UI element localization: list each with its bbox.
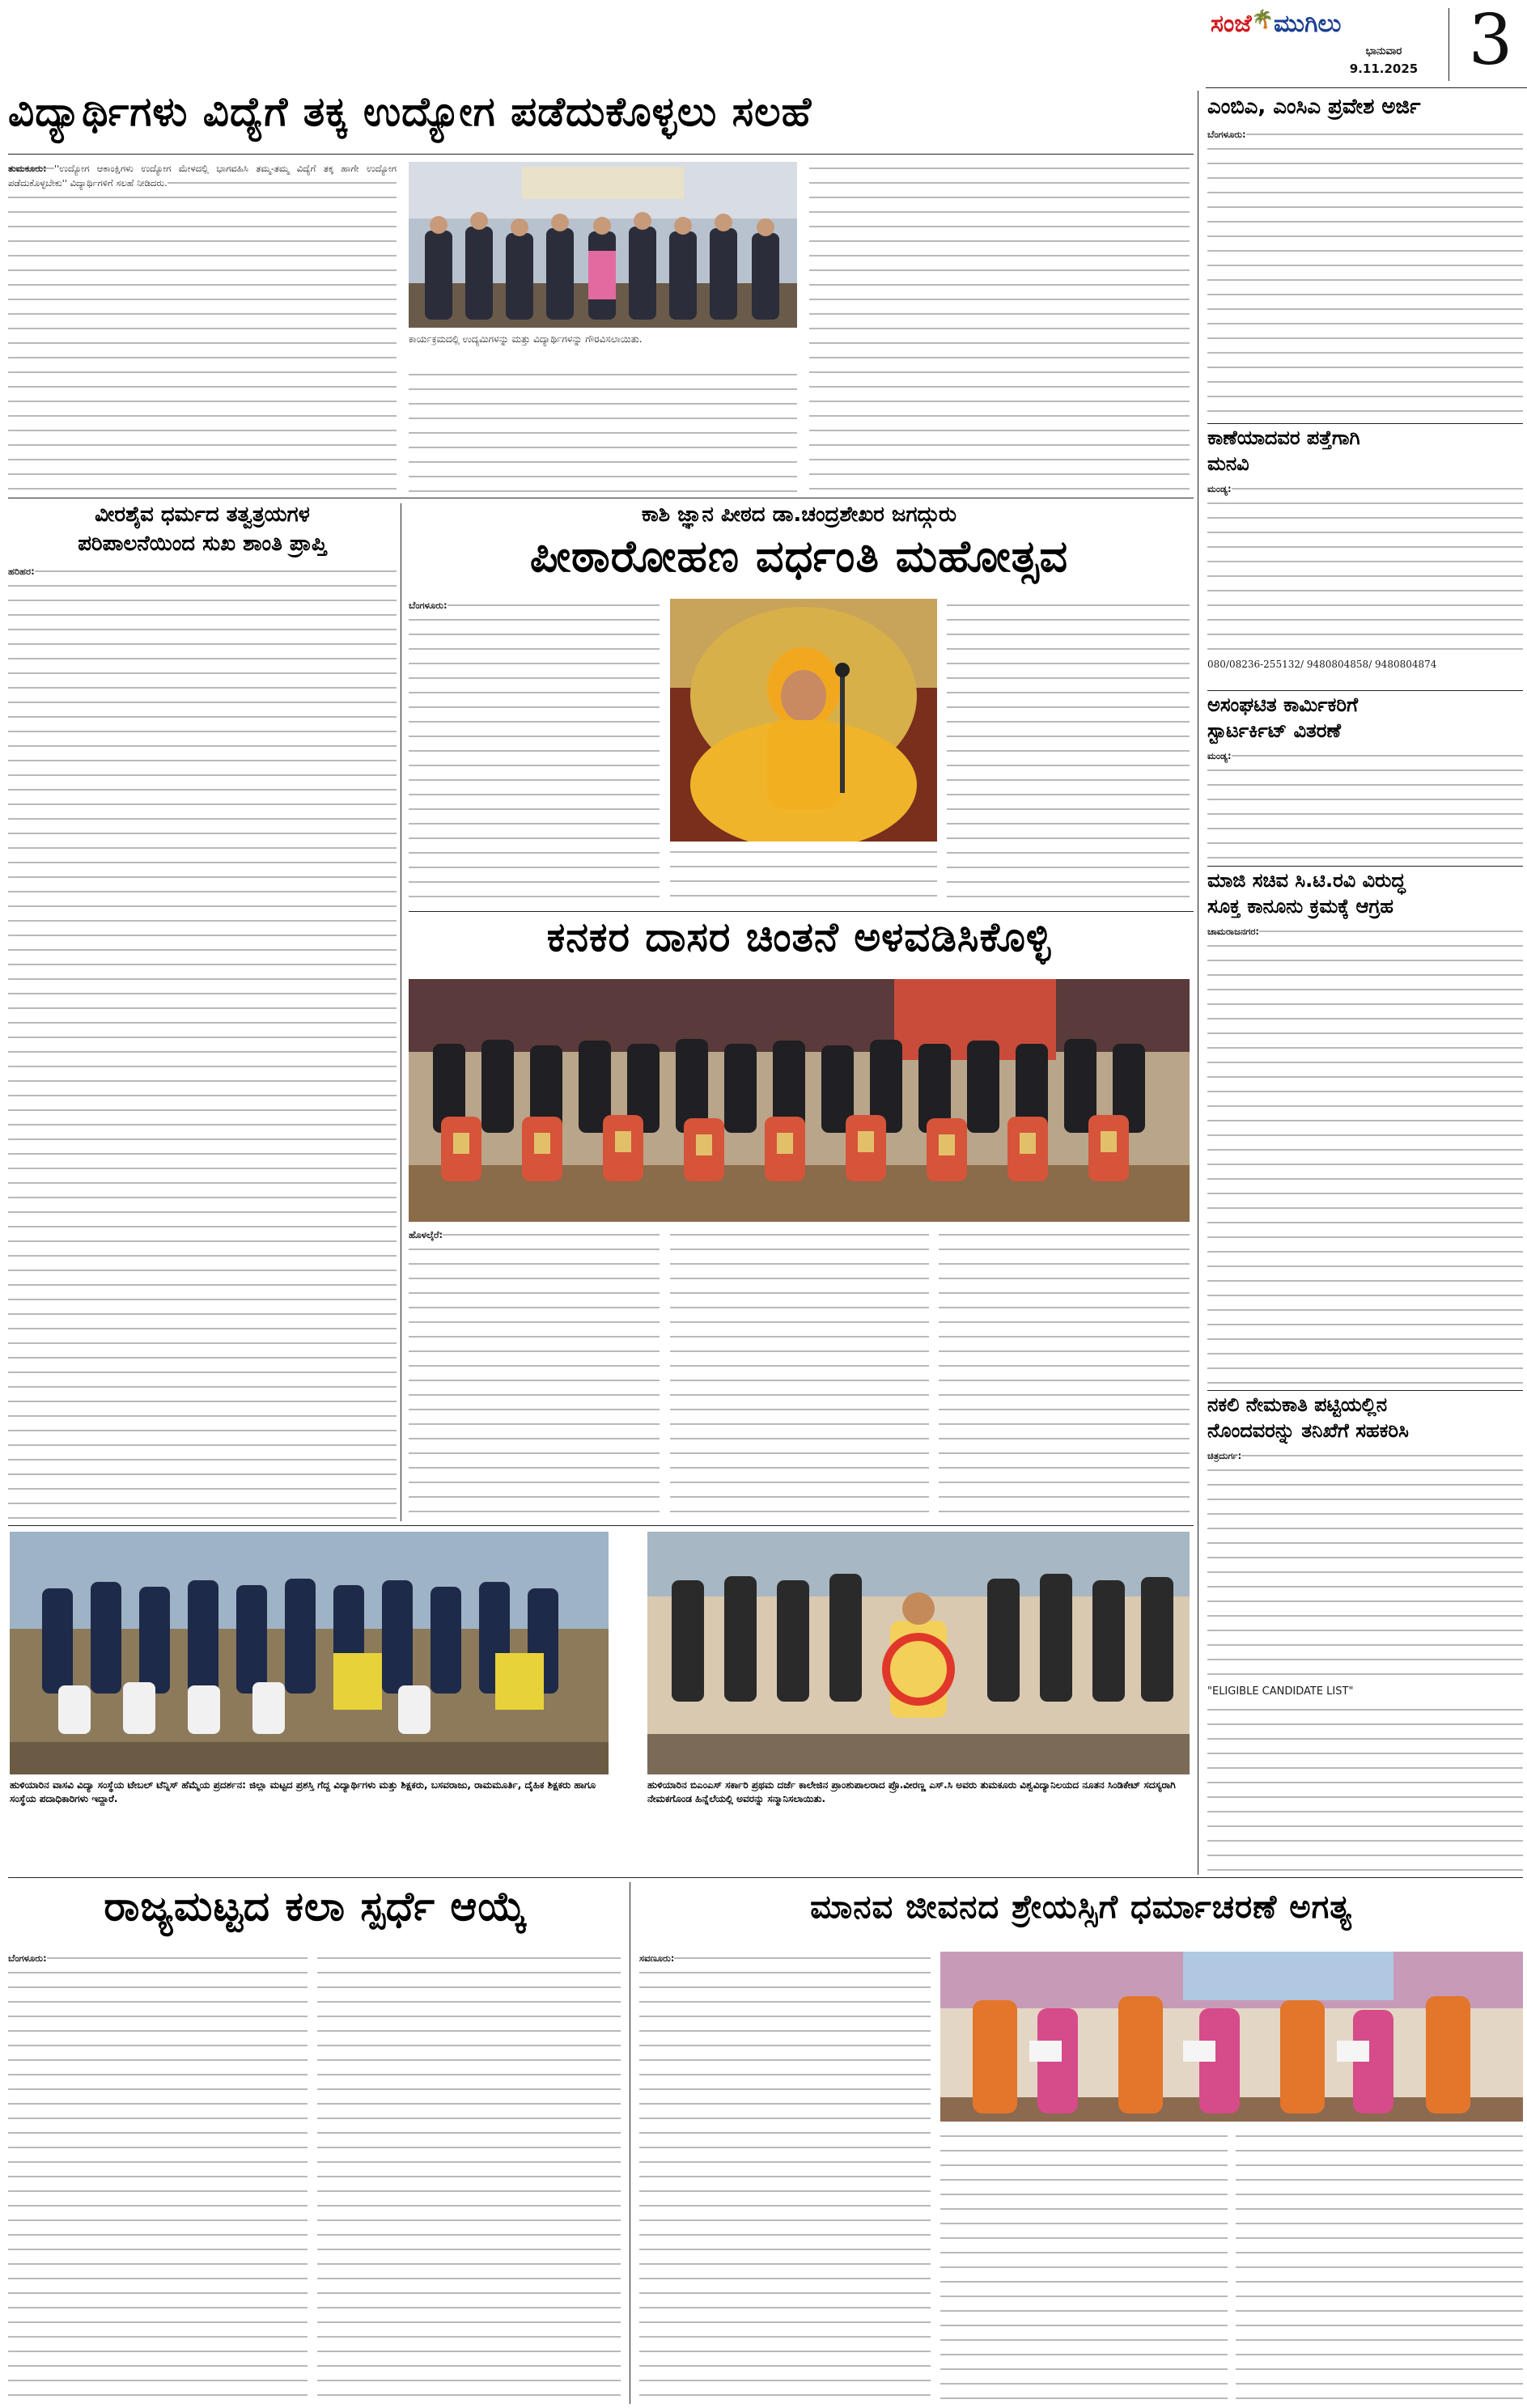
students-jobs-photo-art xyxy=(409,162,797,328)
principal-photo xyxy=(647,1532,1190,1774)
students-jobs-photo-caption: ಕಾರ್ಯಕ್ರಮದಲ್ಲಿ ಉದ್ಯಮಿಗಳನ್ನು ಮತ್ತು ವಿದ್ಯಾರ್ಥಿಗಳನ್ನು ಗೌರವಿಸಲಾಯಿತು. xyxy=(409,333,643,345)
peetharohana-headline: ಪೀಠಾರೋಹಣ ವರ್ಧಂತಿ ಮಹೋತ್ಸವ xyxy=(529,534,1069,582)
dateline: ಚಿತ್ರದುರ್ಗ: xyxy=(1207,1450,1242,1461)
starter-headline-1: ಅಸಂಘಟಿತ ಕಾರ್ಮಿಕರಿಗೆ xyxy=(1207,694,1359,716)
dharma-body-2 xyxy=(940,2130,1228,2401)
swamiji-photo-art xyxy=(670,599,937,842)
mba-headline: ಎಂಬಿಎ, ಎಂಸಿಎ ಪ್ರವೇಶ ಅರ್ಜಿ xyxy=(1207,95,1421,119)
students-jobs-body-1 xyxy=(8,162,397,494)
brand-logo xyxy=(1211,10,1445,42)
kanaka-group-photo-art xyxy=(409,979,1190,1222)
rule xyxy=(8,1525,1194,1526)
fake-list-headline-1: ನಕಲಿ ನೇಮಕಾತಿ ಪಟ್ಟಿಯಲ್ಲಿನ xyxy=(1207,1394,1388,1416)
lead-text: ''ಉದ್ಯೋಗ ಆಕಾಂಕ್ಷಿಗಳು ಉದ್ಯೋಗ ಮೇಳದಲ್ಲಿ ಭಾಗವಹಿಸಿ ತಮ್ಮ-ತಮ್ಮ ವಿದ್ಯೆಗೆ ತಕ್ಕ ಹಾಗೇ ಉದ್ಯೋಗ ಪಡೆದುಕೊಳ್ಳಬೇಕು'' ವಿದ್ಯಾರ್ಥಿಗಳಿಗೆ ಸಲಹೆ ನೀಡಿದರು. xyxy=(8,163,397,189)
state-art-body-1 xyxy=(8,1952,308,2401)
sports-photo xyxy=(10,1532,609,1774)
students-jobs-body-3 xyxy=(809,162,1190,494)
masthead xyxy=(1206,0,1527,91)
fake-list-quote: "ELIGIBLE CANDIDATE LIST" xyxy=(1207,1684,1523,1702)
dharma-photo xyxy=(940,1952,1523,2122)
rule xyxy=(1207,423,1523,424)
rule xyxy=(409,911,1194,912)
state-art-body-2 xyxy=(317,1952,621,2401)
dateline: ಹರಿಹರ: xyxy=(8,566,35,577)
veerashaiva-body xyxy=(8,565,397,1520)
dateline: ಚಾಮರಾಜನಗರ: xyxy=(1207,926,1260,937)
dateline: ಸವಣೂರು: xyxy=(639,1952,675,1964)
brand-name-left: ಸಂಜೆ xyxy=(1211,10,1252,38)
dharma-headline: ಮಾನವ ಜೀವನದ ಶ್ರೇಯಸ್ಸಿಗೆ ಧರ್ಮಾಚರಣೆ ಅಗತ್ಯ xyxy=(810,1890,1352,1926)
page-number: 3 xyxy=(1468,0,1513,81)
missing-headline-2: ಮನವಿ xyxy=(1207,453,1249,475)
dharma-body-3 xyxy=(1236,2130,1523,2401)
dateline: ಬೆಂಗಳೂರು: xyxy=(8,1952,47,1964)
kanaka-photo xyxy=(409,979,1190,1222)
rule xyxy=(1207,866,1523,867)
fake-list-body-2 xyxy=(1207,1703,1523,1873)
rule xyxy=(8,1877,1523,1878)
starter-body xyxy=(1207,749,1523,863)
issue-day: ಭಾನುವಾರ xyxy=(1365,45,1402,57)
sports-photo-caption: ಹುಳಿಯಾರಿನ ವಾಸವಿ ವಿದ್ಯಾ ಸಂಸ್ಥೆಯ ಟೇಬಲ್ ಟೆನ್ನಿಸ್ ಹೆಮ್ಮೆಯ ಪ್ರದರ್ಶನ: ಜಿಲ್ಲಾ ಮಟ್ಟದ ಪ್ರಶಸ್ತಿ ಗೆದ್ದ ವಿದ್ಯಾರ್ಥಿಗಳು ಮತ್ತು ಶಿಕ್ಷಕರು, ಬಸವರಾಜು, ರಾಮಮೂರ್ತಿ, ದೈಹಿಕ ಶಿಕ್ಷಕರು ಹಾಗೂ ಸಂಸ್ಥೆಯ ಪದಾಧಿಕಾರಿಗಳು ಇದ್ದಾರೆ. xyxy=(10,1779,596,1805)
starter-headline-2: ಸ್ಟಾರ್ಟರ್ಕಿಟ್ ವಿತರಣೆ xyxy=(1207,720,1341,742)
veerashaiva-headline-2: ಪರಿಪಾಲನೆಯಿಂದ ಸುಖ ಶಾಂತಿ ಪ್ರಾಪ್ತಿ xyxy=(78,532,327,556)
fake-list-body-1 xyxy=(1207,1449,1523,1684)
issue-date: 9.11.2025 xyxy=(1349,61,1419,76)
palm-icon: 🌴 xyxy=(1251,10,1274,30)
dateline: ತುಮಕೂರು: xyxy=(8,163,47,174)
ctravi-headline-1: ಮಾಜಿ ಸಚಿವ ಸಿ.ಟಿ.ರವಿ ವಿರುದ್ಧ xyxy=(1207,870,1406,892)
peetharohana-body-3 xyxy=(947,599,1190,906)
mba-body xyxy=(1207,128,1523,419)
students-jobs-body-2 xyxy=(409,368,797,494)
state-art-headline: ರಾಜ್ಯಮಟ್ಟದ ಕಲಾ ಸ್ಪರ್ಧೆ ಆಯ್ಕೆ xyxy=(104,1885,528,1930)
rule xyxy=(1207,690,1523,691)
ctravi-body xyxy=(1207,925,1523,1386)
kanaka-body-2 xyxy=(670,1228,929,1520)
students-jobs-photo xyxy=(409,162,797,328)
dateline: ಬೆಂಗಳೂರು: xyxy=(409,600,447,611)
missing-body xyxy=(1207,482,1523,656)
dateline: ಮಂಡ್ಯ: xyxy=(1207,750,1232,761)
brand-name-right: ಮುಗಿಲು xyxy=(1274,10,1342,38)
rule xyxy=(1207,1390,1523,1391)
students-jobs-headline: ವಿದ್ಯಾರ್ಥಿಗಳು ವಿದ್ಯೆಗೆ ತಕ್ಕ ಉದ್ಯೋಗ ಪಡೆದುಕೊಳ್ಳಲು ಸಲಹೆ xyxy=(8,91,812,135)
peetharohana-kicker: ಕಾಶಿ ಜ್ಞಾನ ಪೀಠದ ಡಾ.ಚಂದ್ರಶೇಖರ ಜಗದ್ಗುರು xyxy=(641,503,957,527)
kanaka-body-1 xyxy=(409,1228,660,1520)
veerashaiva-headline-1: ವೀರಶೈವ ಧರ್ಮದ ತತ್ವತ್ರಯಗಳ xyxy=(95,503,310,527)
kanaka-body-3 xyxy=(939,1228,1190,1520)
peetharohana-body-2 xyxy=(670,846,937,906)
kanaka-headline: ಕನಕರ ದಾಸರ ಚಿಂತನೆ ಅಳವಡಿಸಿಕೊಳ್ಳಿ xyxy=(546,916,1052,960)
missing-phones: 080/08236-255132/ 9480804858/ 9480804874 xyxy=(1207,657,1523,686)
principal-photo-caption: ಹುಳಿಯಾರಿನ ಬಿಎಂಎಸ್ ಸರ್ಕಾರಿ ಪ್ರಥಮ ದರ್ಜೆ ಕಾಲೇಜಿನ ಪ್ರಾಂಶುಪಾಲರಾದ ಪ್ರೊ.ವೀರಣ್ಣ ಎಸ್.ಸಿ ಅವರು ತುಮಕೂರು ವಿಶ್ವವಿದ್ಯಾನಿಲಯದ ನೂತನ ಸಿಂಡಿಕೇಟ್ ಸದಸ್ಯರಾಗಿ ನೇಮಕಗೊಂಡ ಹಿನ್ನೆಲೆಯಲ್ಲಿ ಅವರನ್ನು ಸನ್ಮಾನಿಸಲಾಯಿತು. xyxy=(647,1779,1176,1805)
fake-list-headline-2: ನೊಂದವರನ್ನು ತನಿಖೆಗೆ ಸಹಕರಿಸಿ xyxy=(1207,1420,1409,1442)
felicitation-photo-art xyxy=(647,1532,1190,1774)
dateline: ಮಂಡ್ಯ: xyxy=(1207,483,1232,494)
sports-team-photo-art xyxy=(10,1532,609,1774)
masthead-rule xyxy=(1206,87,1527,88)
dateline: ಹೊಳಲ್ಕೆರೆ: xyxy=(409,1229,443,1240)
dateline: ಬೆಂಗಳೂರು: xyxy=(1207,129,1246,140)
dharma-body-1 xyxy=(639,1952,931,2401)
peetharohana-photo xyxy=(670,599,937,842)
ctravi-headline-2: ಸೂಕ್ತ ಕಾನೂನು ಕ್ರಮಕ್ಕೆ ಆಗ್ರಹ xyxy=(1207,896,1394,918)
missing-headline-1: ಕಾಣೆಯಾದವರ ಪತ್ತೆಗಾಗಿ xyxy=(1207,427,1360,449)
swamijis-release-photo-art xyxy=(940,1952,1523,2122)
peetharohana-body-1 xyxy=(409,599,660,906)
rule xyxy=(8,154,1194,155)
